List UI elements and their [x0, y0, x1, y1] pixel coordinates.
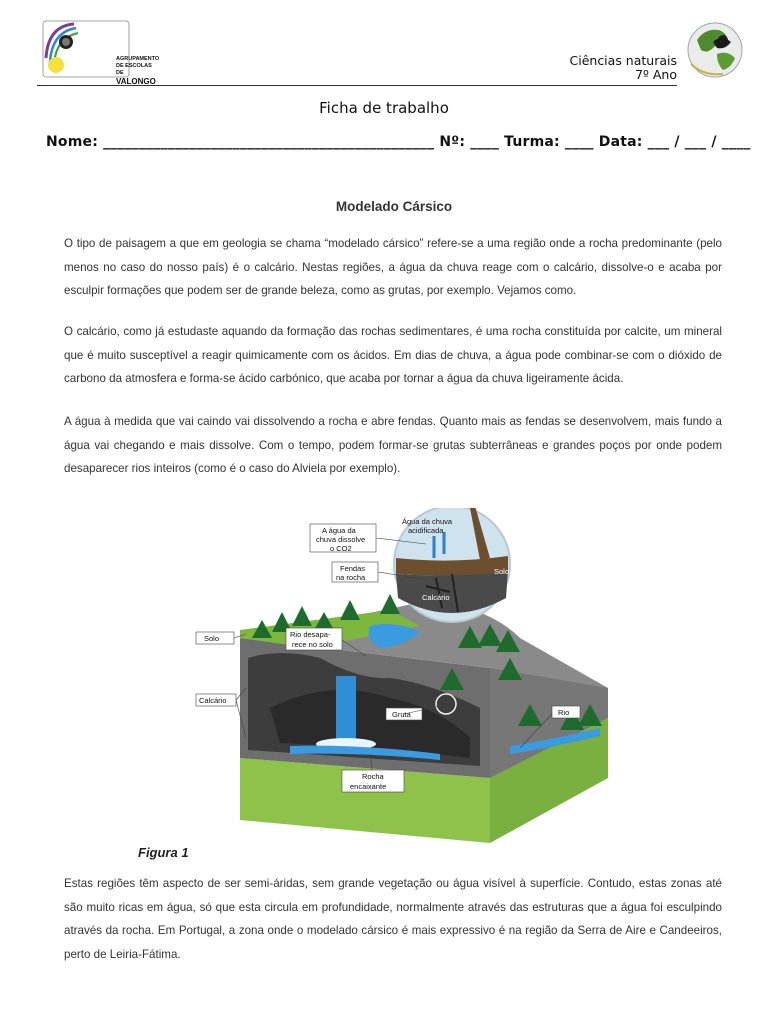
school-logo — [38, 18, 160, 86]
label-host-rock-1: Rocha — [362, 772, 384, 781]
article-title: Modelado Cársico — [335, 199, 453, 214]
science-logo — [683, 20, 743, 80]
paragraph-4: Estas regiões têm aspecto de ser semi-áridas, sem grande vegetação ou água visível à superfície. Contudo, estas zonas até são muito ricas em água, só que esta circula em profundidade, normalmente através das estruturas que a água foi esculpindo através da rocha. Em Portugal, a zona onde o modelado cársico é mais expressivo é na região da Serra de Aire e Candeeiros, perto de Leiria-Fátima. — [64, 877, 722, 961]
label-soil: Solo — [204, 634, 220, 643]
label-limestone: Calcário — [199, 696, 227, 705]
label-limestone-inset: Calcário — [422, 593, 450, 602]
label-acid-rain-1: Água da chuva — [402, 517, 453, 526]
label-cracks-2: na rocha — [336, 573, 366, 582]
label-cave: Gruta — [392, 710, 411, 719]
school-logo-text: AGRUPAMENTO DE ESCOLAS DE VALONGO — [116, 56, 160, 86]
label-soil-inset: Solo — [494, 567, 510, 576]
paragraph-2: O calcário, como já estudaste aquando da formação das rochas sedimentares, é uma rocha constituída por calcite, um mineral que é muito susceptível a reagir quimicamente com os ácidos. Em dias de chuva, a água pode combinar-se com o dióxido de carbono da atmosfera e forma-se ácido carbónico, que acaba por tornar a água da chuva ligeiramente ácida. — [64, 325, 722, 385]
paragraph-1: O tipo de paisagem a que em geologia se chama “modelado cársico” refere-se a uma região onde a rocha predominante (pelo menos no caso do nosso país) é o calcário. Nestas regiões, a água da chuva reage com o calcário, dissolve-o e acaba por esculpir formações que podem ser de grande beleza, como as grutas, por exemplo. Vejamos como. — [64, 237, 722, 297]
label-cracks-1: Fendas — [340, 564, 366, 573]
label-host-rock-2: encaixante — [350, 782, 387, 791]
karst-diagram — [190, 508, 610, 860]
subject-info — [570, 54, 678, 82]
label-river-disappears-2: rece no solo — [292, 640, 333, 649]
header-divider — [37, 85, 677, 86]
grade-level: 7º Ano — [635, 67, 677, 82]
karst-landscape-figure — [190, 508, 610, 860]
figure-caption: Figura 1 — [138, 845, 189, 860]
globe-icon — [683, 20, 743, 80]
label-water-dissolves-2: chuva dissolve — [316, 535, 366, 544]
label-river: Rio — [558, 708, 570, 717]
subject-name: Ciências naturais — [569, 53, 677, 68]
worksheet-title: Ficha de trabalho — [319, 99, 449, 117]
label-water-dissolves-3: o CO2 — [330, 544, 352, 553]
label-river-disappears-1: Rio desapa- — [290, 630, 331, 639]
label-acid-rain-2: acidificada — [408, 526, 444, 535]
label-water-dissolves-1: A água da — [322, 526, 356, 535]
paragraph-3: A água à medida que vai caindo vai dissolvendo a rocha e abre fendas. Quanto mais as fendas se desenvolvem, mais fundo a água vai chegando e mais dissolve. Com o tempo, podem formar-se grutas subterrâneas e grandes poços por onde podem desaparecer rios inteiros (como é o caso do Alviela por exemplo). — [64, 415, 722, 475]
student-info-line: Nome: ______________________________________________ Nº: ____ Turma: ____ Data: ___ / ___ / ____ — [46, 134, 751, 150]
